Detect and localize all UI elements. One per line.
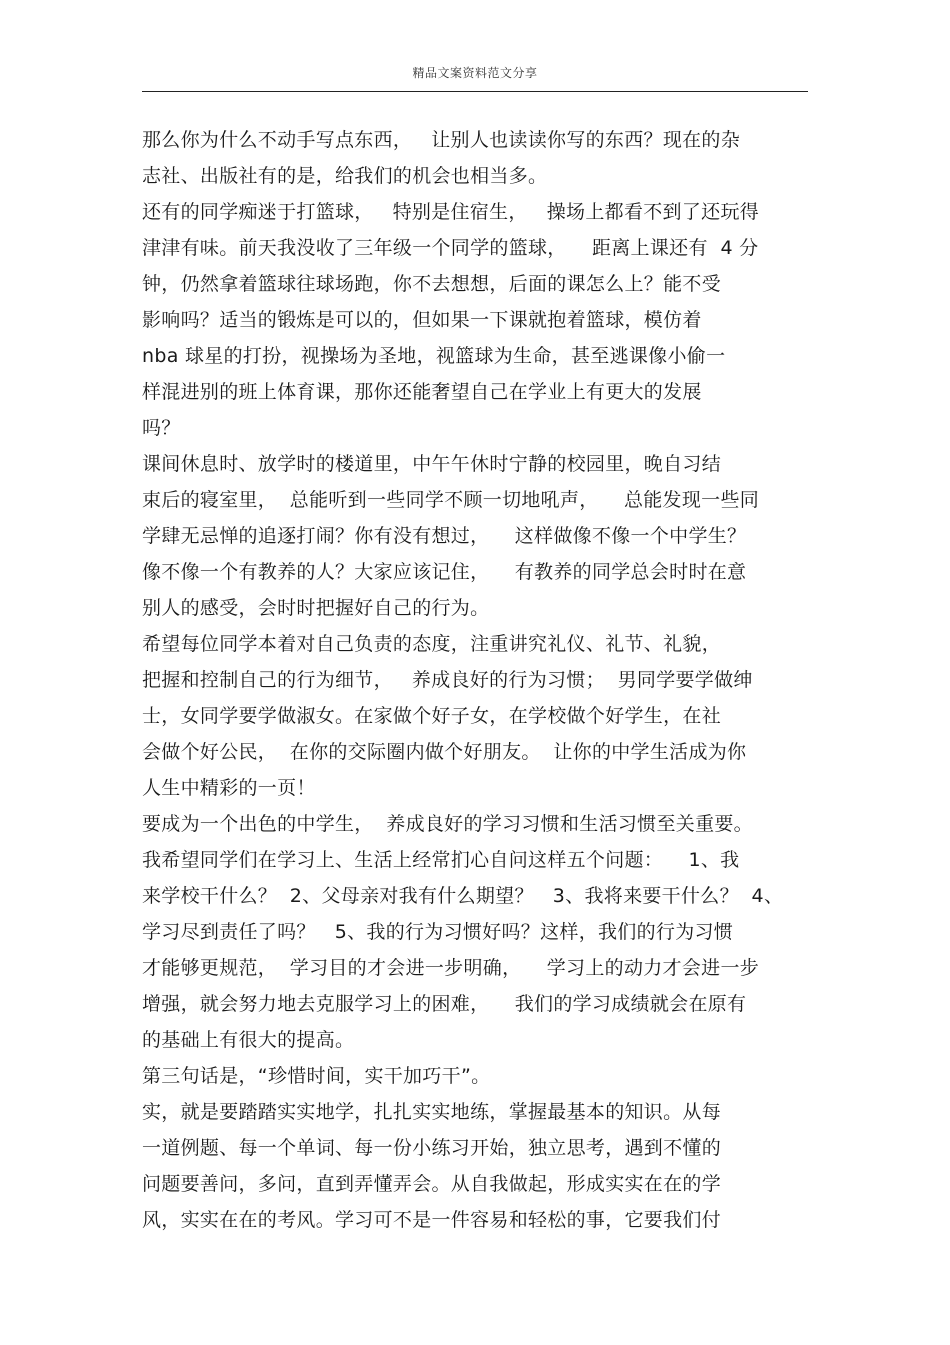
text-line: 希望每位同学本着对自己负责的态度，注重讲究礼仪、礼节、礼貌， bbox=[142, 633, 722, 655]
text-line: 的基础上有很大的提高。 bbox=[142, 1029, 355, 1051]
text-line: 才能够更规范， 学习目的才会进一步明确， 学习上的动力才会进一步 bbox=[142, 957, 760, 979]
text-line: 吗？ bbox=[142, 417, 181, 439]
text-line: 志社、出版社有的是，给我们的机会也相当多。 bbox=[142, 165, 548, 187]
text-line: 把握和控制自己的行为细节， 养成良好的行为习惯； 男同学要学做绅 bbox=[142, 669, 753, 691]
text-line: 我希望同学们在学习上、生活上经常扪心自问这样五个问题： 1、我 bbox=[142, 849, 740, 871]
text-line: 风，实实在在的考风。学习可不是一件容易和轻松的事，它要我们付 bbox=[142, 1209, 722, 1231]
text-line: 学肆无忌惮的追逐打闹？你有没有想过， 这样做像不像一个中学生？ bbox=[142, 525, 747, 547]
text-line: 问题要善问，多问，直到弄懂弄会。从自我做起，形成实实在在的学 bbox=[142, 1173, 722, 1195]
text-line: 增强，就会努力地去克服学习上的困难， 我们的学习成绩就会在原有 bbox=[142, 993, 747, 1015]
text-line: 要成为一个出色的中学生， 养成良好的学习习惯和生活习惯至关重要。 bbox=[142, 813, 753, 835]
text-line: 还有的同学痴迷于打篮球， 特别是住宿生， 操场上都看不到了还玩得 bbox=[142, 201, 760, 223]
text-line: 学习尽到责任了吗？ 5、我的行为习惯好吗？这样，我们的行为习惯 bbox=[142, 921, 734, 943]
text-line: 样混进别的班上体育课，那你还能奢望自己在学业上有更大的发展 bbox=[142, 381, 702, 403]
text-line: 课间休息时、放学时的楼道里，中午午休时宁静的校园里，晚自习结 bbox=[142, 453, 722, 475]
text-line: 钟，仍然拿着篮球往球场跑，你不去想想，后面的课怎么上？能不受 bbox=[142, 273, 722, 295]
header-divider bbox=[142, 91, 808, 92]
text-line: 影响吗？适当的锻炼是可以的，但如果一下课就抱着篮球，模仿着 bbox=[142, 309, 702, 331]
text-line: 津津有味。前天我没收了三年级一个同学的篮球， 距离上课还有 4 分 bbox=[142, 237, 759, 259]
text-line: 一道例题、每一个单词、每一份小练习开始，独立思考，遇到不懂的 bbox=[142, 1137, 722, 1159]
text-line: 束后的寝室里， 总能听到一些同学不顾一切地吼声， 总能发现一些同 bbox=[142, 489, 760, 511]
page-header: 精品文案资料范文分享 bbox=[412, 66, 538, 80]
text-line: 第三句话是，“珍惜时间，实干加巧干”。 bbox=[142, 1065, 491, 1087]
text-line: 士，女同学要学做淑女。在家做个好子女，在学校做个好学生，在社 bbox=[142, 705, 722, 727]
text-line: 那么你为什么不动手写点东西， 让别人也读读你写的东西？现在的杂 bbox=[142, 129, 741, 151]
text-line: 人生中精彩的一页！ bbox=[142, 777, 316, 799]
text-line: 会做个好公民， 在你的交际圈内做个好朋友。 让你的中学生活成为你 bbox=[142, 741, 747, 763]
text-line: 别人的感受，会时时把握好自己的行为。 bbox=[142, 597, 490, 619]
text-line: 来学校干什么？ 2、父母亲对我有什么期望？ 3、我将来要干什么？ 4、 bbox=[142, 885, 784, 907]
text-line: 实，就是要踏踏实实地学，扎扎实实地练，掌握最基本的知识。从每 bbox=[142, 1101, 722, 1123]
document-body bbox=[142, 122, 822, 1238]
text-line: 像不像一个有教养的人？大家应该记住， 有教养的同学总会时时在意 bbox=[142, 561, 747, 583]
text-line: nba 球星的打扮，视操场为圣地，视篮球为生命，甚至逃课像小偷一 bbox=[142, 345, 726, 367]
